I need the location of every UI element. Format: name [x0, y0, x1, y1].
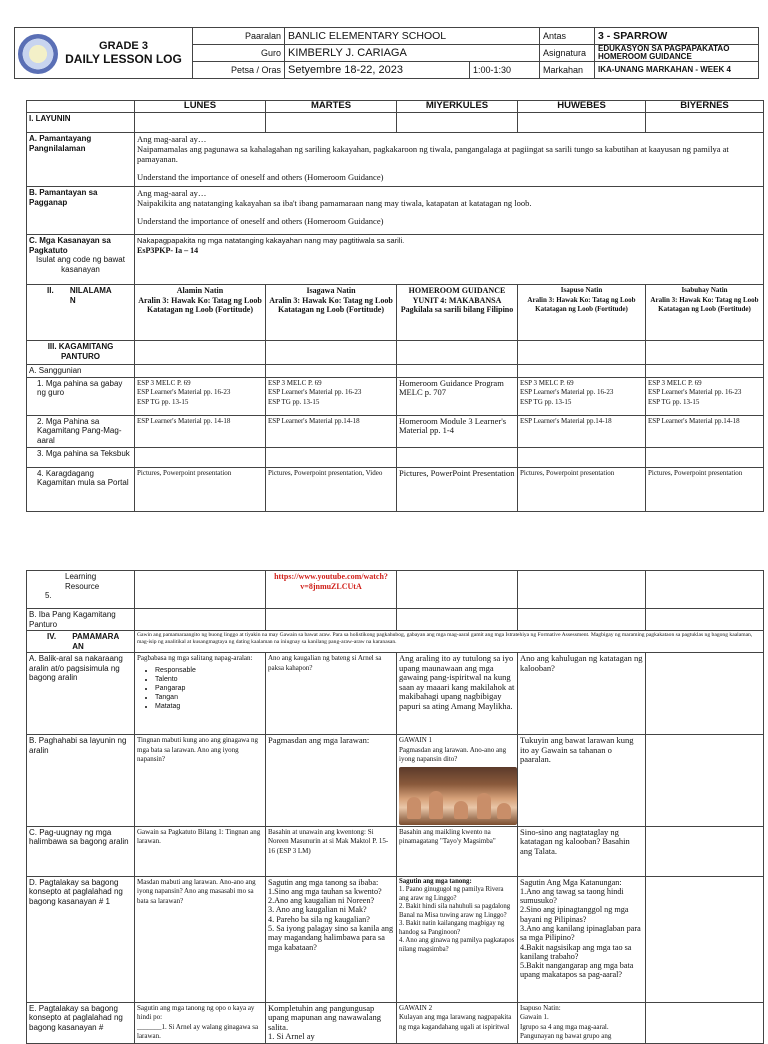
- nilalaman-biyernes: Isabuhay Natin Aralin 3: Hawak Ko: Tatag ng Loob Katatagan ng Loob (Fortitude): [646, 285, 764, 341]
- grade-label: GRADE 3: [99, 40, 148, 52]
- pagtalakay-1-lunes: Masdan mabuti ang larawan. Ano-ano ang iyong napansin? Ano ang masasabi mo sa bata sa larawan?: [135, 876, 266, 1002]
- pagtalakay-2-label: E. Pagtalakay sa bagong konsepto at paglalahad ng bagong kasanayan #: [27, 1002, 135, 1043]
- pagtalakay-2-lunes: Sagutin ang mga tanong ng opo o kaya ay hindi po: _______1. Si Arnel ay walang ginagawa sa larawan.: [135, 1002, 266, 1043]
- day-miyerkules: MIYERKULES: [397, 101, 518, 113]
- word-item: • Matatag: [155, 702, 263, 711]
- nilalaman-martes: Isagawa Natin Aralin 3: Hawak Ko: Tatag ng Loob Katatagan ng Loob (Fortitude): [266, 285, 397, 341]
- petsa-value: Setyembre 18-22, 2023: [285, 62, 470, 79]
- balik-aral-row: [27, 653, 764, 735]
- gabay-guro-lunes: ESP 3 MELC P. 69 ESP Learner's Material pp. 16-23 ESP TG pp. 13-15: [135, 377, 266, 415]
- word-item: • Pangarap: [155, 684, 263, 693]
- karagdagang-kagamitan-miyerkules: Pictures, PowerPoint Presentation: [397, 467, 518, 511]
- asignatura-label: Asignatura: [540, 44, 595, 62]
- day-header-row: [27, 101, 764, 113]
- karagdagang-kagamitan-martes: Pictures, Powerpoint presentation, Video: [266, 467, 397, 511]
- petsa-label: Petsa / Oras: [193, 62, 285, 79]
- log-title: DAILY LESSON LOG: [65, 52, 182, 66]
- day-martes: MARTES: [266, 101, 397, 113]
- pagtalakay-1-miyerkules: Sagutin ang mga tanong: 1. Paano ginugugol ng pamilya Rivera ang araw ng Linggo? 2. Bakit hindi sila nahuhuli sa pagdalong Banal na Misa tuwing araw ng Linggo? 3. Bakit natin kailangang magbigay ng handog sa Panginoon? 4. Ano ang ginawa ng pamilya pagkatapos nilang magsimba?: [397, 876, 518, 1002]
- pag-uugnay-lunes: Gawain sa Pagkatuto Bilang 1: Tingnan ang larawan.: [135, 826, 266, 876]
- kagamitang-mag-aaral-martes: ESP Learner's Material pp.14-18: [266, 415, 397, 447]
- kagamitang-mag-aaral-biyernes: ESP Learner's Material pp.14-18: [646, 415, 764, 447]
- balik-aral-label: A. Balik-aral sa nakaraang aralin at/o pagsisimula ng bagong aralin: [27, 653, 135, 735]
- pamantayang-pangnilalaman-label: A. Pamantayang Pangnilalaman: [27, 133, 135, 187]
- mga-kasanayan-text: Nakapagpapakita ng mga natatanging kakayahan nang may pagtitiwala sa sarili. EsP3PKP- Ia – 14: [135, 235, 764, 285]
- pagtalakay-2-martes: Kompletuhin ang pangungusap upang mapunan ang nawawalang salita. 1. Si Arnel ay: [266, 1002, 397, 1043]
- paghahabi-miyerkules: GAWAIN 1 Pagmasdan ang larawan. Ano-ano ang iyong napansin dito?: [397, 735, 518, 827]
- learning-resource-row: [27, 571, 764, 609]
- kagamitang-mag-aaral-row: [27, 415, 764, 447]
- pamantayan-sa-pagganap-text: Ang mag-aaral ay… Naipakikita ang natatanging kakayahan sa iba't ibang pamamaraan nang may tiwala, katapatan at katatagan ng loob. Understand the importance of oneself and others (Homeroom Guidance): [135, 187, 764, 235]
- pag-uugnay-miyerkules: Basahin ang maikling kwento na pinamagatang "Tayo'y Magsimba": [397, 826, 518, 876]
- pagtalakay-1-huwebes: Sagutin Ang Mga Katanungan: 1.Ano ang tawag sa taong hindi sumusuko? 2.Sino ang ipinagtanggol ng mga bayani ng Pilipinas? 3.Ano ang kanilang ipinaglaban para sa mga Pilipino? 4.Bakit nagsisikap ang mga tao sa kanilang trabaho? 5.Bakit nangangarap ang mga bata upang makatapos sa pag-aaral?: [518, 876, 646, 1002]
- pagtalakay-1-label: D. Pagtalakay sa bagong konsepto at paglalahad ng bagong kasanayan # 1: [27, 876, 135, 1002]
- lesson-plan-table-page-1: [26, 100, 764, 512]
- nilalaman-miyerkules: HOMEROOM GUIDANCE YUNIT 4: MAKABANSA Pagkilala sa sarili bilang Filipino: [397, 285, 518, 341]
- sanggunian-label: A. Sanggunian: [27, 365, 135, 378]
- word-item: • Responsable: [155, 666, 263, 675]
- youtube-link[interactable]: https://www.youtube.com/watch?v=8jnmuZLCUtA: [266, 571, 397, 609]
- balik-aral-huwebes: Ano ang kahulugan ng katatagan ng kalooban?: [518, 653, 646, 735]
- karagdagang-kagamitan-label: 4. Karagdagang Kagamitan mula sa Portal: [27, 467, 135, 511]
- guro-label: Guro: [193, 44, 285, 62]
- lesson-log-header: [14, 27, 759, 79]
- pag-uugnay-huwebes: Sino-sino ang nagtataglay ng katatagan ng kalooban? Basahin ang Talata.: [518, 826, 646, 876]
- family-church-photo: [399, 767, 517, 825]
- pagtalakay-2-miyerkules: GAWAIN 2 Kulayan ang mga larawang nagpapakita ng mga kagandahang ugali at ispiritwal: [397, 1002, 518, 1043]
- paghahabi-row: [27, 735, 764, 827]
- markahan-value: IKA-UNANG MARKAHAN - WEEK 4: [595, 62, 759, 79]
- blank-header: [27, 101, 135, 113]
- nilalaman-lunes: Alamin Natin Aralin 3: Hawak Ko: Tatag ng Loob Katatagan ng Loob (Fortitude): [135, 285, 266, 341]
- learning-resource-label: Learning Resource 5.: [27, 571, 135, 609]
- karagdagang-kagamitan-row: [27, 467, 764, 511]
- gabay-guro-biyernes: ESP 3 MELC P. 69 ESP Learner's Material pp. 16-23 ESP TG pp. 13-15: [646, 377, 764, 415]
- layunin-label: I. LAYUNIN: [27, 113, 135, 133]
- kagamitang-mag-aaral-miyerkules: Homeroom Module 3 Learner's Material pp. 1-4: [397, 415, 518, 447]
- day-biyernes: BIYERNES: [646, 101, 764, 113]
- pagtalakay-1-martes: Sagutin ang mga tanong sa ibaba: 1.Sino ang mga tauhan sa kwento? 2.Ano ang kaugalian ni Noreen? 3. Ano ang kaugalian ni Mak? 4. Pareho ba sila ng kaugalian? 5. Sa iyong palagay sino sa kanila ang may magandang halimbawa para sa mga kabataan?: [266, 876, 397, 1002]
- balik-aral-lunes: Pagbabasa ng mga salitang napag-aralan: • Responsable • Talento • Pangarap • Tangan • Matatag: [135, 653, 266, 735]
- word-list: [147, 666, 263, 711]
- gabay-guro-label: 1. Mga pahina sa gabay ng guro: [27, 377, 135, 415]
- teksbuk-label: 3. Mga pahina sa Teksbuk: [27, 447, 135, 467]
- pagtalakay-2-row: [27, 1002, 764, 1043]
- gabay-guro-row: [27, 377, 764, 415]
- balik-aral-miyerkules: Ang araling ito ay tutulong sa iyo upang maunawaan ang mga gawaing pang-ispiritwal na kung saan ay maaari kang makilahok at makibahagi upang nagbibigay papuri sa ating Amang Maylikha.: [397, 653, 518, 735]
- pag-uugnay-row: [27, 826, 764, 876]
- pamamaraan-text: Gawin ang pamamaraangito ng buong linggo at tiyakin na may Gawain sa bawat araw. Para sa holistikong pagkahubog, gabayan ang mga mag-aaral gamit ang mga Istratehiya ng Formative Assessment. Magbigay ng maraming pagkakataon sa pagtuklas ng bagong kaalaman, mag-isip ng analitikal at kusangmagtaya ng dating kaalaman na iniugnay sa kanilang pang-araw-araw na karanasan.: [135, 631, 764, 653]
- pagtalakay-1-row: [27, 876, 764, 1002]
- karagdagang-kagamitan-huwebes: Pictures, Powerpoint presentation: [518, 467, 646, 511]
- kagamitang-mag-aaral-lunes: ESP Learner's Material pp. 14-18: [135, 415, 266, 447]
- pag-uugnay-label: C. Pag-uugnay ng mga halimbawa sa bagong aralin: [27, 826, 135, 876]
- kagamitang-mag-aaral-huwebes: ESP Learner's Material pp.14-18: [518, 415, 646, 447]
- kagamitang-panturo-label: III. KAGAMITANG PANTURO: [27, 341, 135, 365]
- pag-uugnay-martes: Basahin at unawain ang kwentong: Si Noreen Masunurin at si Mak Maktol P. 15-16 (ESP 3 LM): [266, 826, 397, 876]
- pagtalakay-2-huwebes: Isapuso Natin: Gawain 1. Igrupo sa 4 ang mga mag-aaral. Pangunayan ng bawat grupo ang: [518, 1002, 646, 1043]
- mga-kasanayan-label: C. Mga Kasanayan sa Pagkatuto Isulat ang code ng bawat kasanayan: [27, 235, 135, 285]
- iba-pang-kagamitan-label: B. Iba Pang Kagamitang Panturo: [27, 609, 135, 631]
- karagdagang-kagamitan-lunes: Pictures, Powerpoint presentation: [135, 467, 266, 511]
- antas-value: 3 - SPARROW: [595, 28, 759, 45]
- nilalaman-huwebes: Isapuso Natin Aralin 3: Hawak Ko: Tatag ng Loob Katatagan ng Loob (Fortitude): [518, 285, 646, 341]
- pamantayan-sa-pagganap-label: B. Pamantayan sa Pagganap: [27, 187, 135, 235]
- asignatura-value: EDUKASYON SA PAGPAPAKATAO HOMEROOM GUIDANCE: [595, 44, 759, 62]
- paghahabi-label: B. Paghahabi sa layunin ng aralin: [27, 735, 135, 827]
- kagamitang-mag-aaral-label: 2. Mga Pahina sa Kagamitang Pang-Mag-aaral: [27, 415, 135, 447]
- day-huwebes: HUWEBES: [518, 101, 646, 113]
- gabay-guro-huwebes: ESP 3 MELC P. 69 ESP Learner's Material pp. 16-23 ESP TG pp. 13-15: [518, 377, 646, 415]
- day-lunes: LUNES: [135, 101, 266, 113]
- pamamaraan-label: IV. PAMAMARA AN: [27, 631, 135, 653]
- antas-label: Antas: [540, 28, 595, 45]
- word-item: • Talento: [155, 675, 263, 684]
- gabay-guro-miyerkules: Homeroom Guidance Program MELC p. 707: [397, 377, 518, 415]
- school-logo: [18, 34, 58, 74]
- paghahabi-martes: Pagmasdan ang mga larawan:: [266, 735, 397, 827]
- nilalaman-label: II. NILALAMA N: [27, 285, 135, 341]
- pamantayang-pangnilalaman-text: Ang mag-aaral ay… Naipamamalas ang pagunawa sa kahalagahan ng sariling kakayahan, pagkakaroon ng tiwala, pangangalaga at pagiingat sa sarili tungo sa kabutihan at kaayusan ng pamilya at pamayanan. Understand the importance of oneself and others (Homeroom Guidance): [135, 133, 764, 187]
- paaralan-label: Paaralan: [193, 28, 285, 45]
- paghahabi-lunes: Tingnan mabuti kung ano ang ginagawa ng mga bata sa larawan. Ano ang iyong napansin?: [135, 735, 266, 827]
- paaralan-value: BANLIC ELEMENTARY SCHOOL: [285, 28, 540, 45]
- word-item: • Tangan: [155, 693, 263, 702]
- oras-value: 1:00-1:30: [470, 62, 540, 79]
- grade-title-cell: [15, 28, 193, 79]
- nilalaman-row: [27, 285, 764, 341]
- markahan-label: Markahan: [540, 62, 595, 79]
- balik-aral-martes: Ano ang kaugalian ng bateng si Arnel sa paksa kahapon?: [266, 653, 397, 735]
- paghahabi-huwebes: Tukuyin ang bawat larawan kung ito ay Gawain sa tahanan o paaralan.: [518, 735, 646, 827]
- guro-value: KIMBERLY J. CARIAGA: [285, 44, 540, 62]
- karagdagang-kagamitan-biyernes: Pictures, Powerpoint presentation: [646, 467, 764, 511]
- lesson-plan-table-page-2: [26, 570, 764, 1044]
- gabay-guro-martes: ESP 3 MELC P. 69 ESP Learner's Material pp. 16-23 ESP TG pp. 13-15: [266, 377, 397, 415]
